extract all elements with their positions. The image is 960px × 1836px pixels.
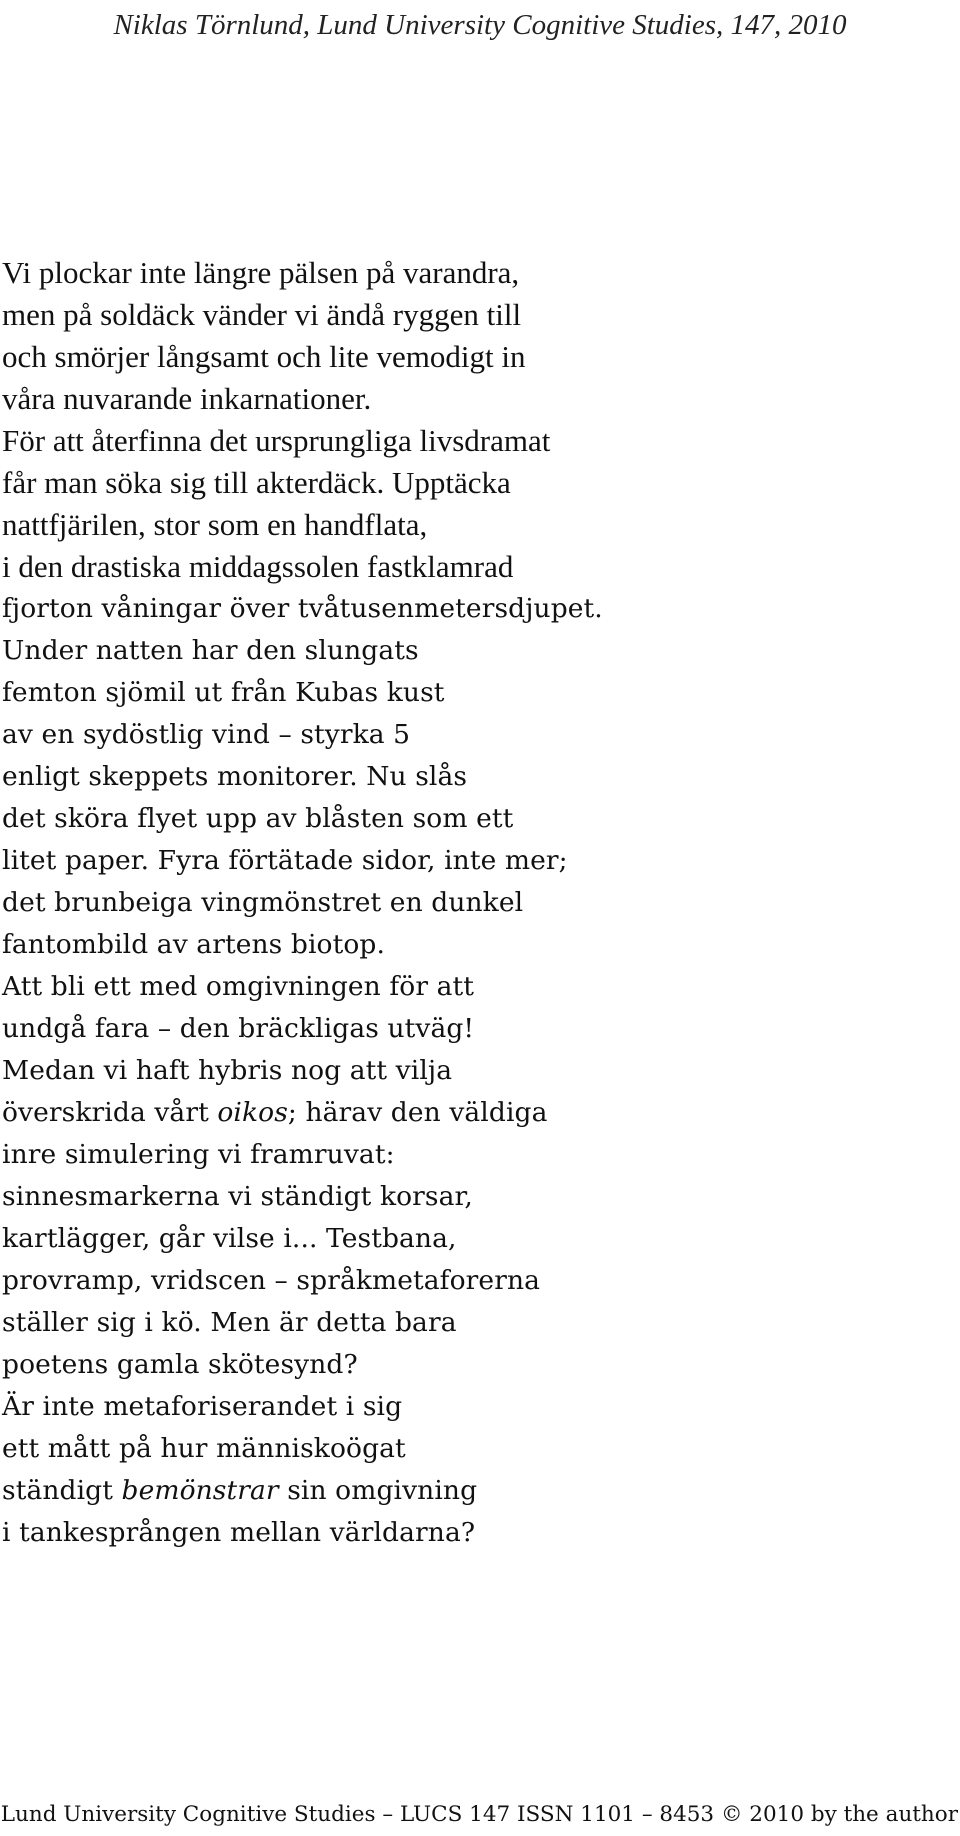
poem-line-segment: och smörjer långsamt och lite vemodigt in <box>2 339 526 374</box>
poem-line-segment: ständigt <box>2 1475 122 1506</box>
poem-line <box>2 336 952 378</box>
poem-line <box>2 1008 952 1050</box>
poem-line-segment: Under natten har den slungats <box>2 635 419 666</box>
poem-line <box>2 966 952 1008</box>
poem-line <box>2 378 952 420</box>
poem-line <box>2 420 952 462</box>
poem-line-segment: kartlägger, går vilse i... Testbana, <box>2 1223 457 1254</box>
poem-line-segment: enligt skeppets monitorer. Nu slås <box>2 761 468 792</box>
poem-line <box>2 1134 952 1176</box>
poem-line <box>2 840 952 882</box>
poem-line <box>2 1176 952 1218</box>
poem <box>2 252 952 1554</box>
poem-line-segment: provramp, vridscen – språkmetaforerna <box>2 1265 541 1296</box>
poem-line-segment: av en sydöstlig vind – styrka 5 <box>2 719 411 750</box>
poem-line-segment: fjorton våningar över tvåtusenmetersdjupet. <box>2 593 603 624</box>
poem-line-segment: femton sjömil ut från Kubas kust <box>2 677 445 708</box>
poem-line-segment: fantombild av artens biotop. <box>2 929 385 960</box>
poem-line <box>2 1260 952 1302</box>
poem-line-segment: litet paper. Fyra förtätade sidor, inte mer; <box>2 845 568 876</box>
poem-line <box>2 756 952 798</box>
poem-line-segment: Är inte metaforiserandet i sig <box>2 1391 403 1422</box>
poem-line <box>2 1386 952 1428</box>
poem-line-segment: våra nuvarande inkarnationer. <box>2 381 372 416</box>
poem-line <box>2 672 952 714</box>
poem-line <box>2 1428 952 1470</box>
poem-line-italic-segment: bemönstrar <box>121 1475 279 1506</box>
poem-line-segment: Vi plockar inte längre pälsen på varandra, <box>2 255 520 290</box>
poem-line-segment: ställer sig i kö. Men är detta bara <box>2 1307 457 1338</box>
poem-line <box>2 1092 952 1134</box>
poem-line-segment: sinnesmarkerna vi ständigt korsar, <box>2 1181 473 1212</box>
poem-line-segment: får man söka sig till akterdäck. Upptäcka <box>2 465 511 500</box>
poem-line-segment: poetens gamla skötesynd? <box>2 1349 358 1380</box>
poem-line <box>2 1344 952 1386</box>
poem-line <box>2 294 952 336</box>
poem-line <box>2 462 952 504</box>
poem-line-segment: det brunbeiga vingmönstret en dunkel <box>2 887 524 918</box>
poem-line <box>2 252 952 294</box>
poem-line <box>2 924 952 966</box>
poem-line-segment: För att återfinna det ursprungliga livsdramat <box>2 423 551 458</box>
poem-line <box>2 1218 952 1260</box>
poem-line <box>2 1512 952 1554</box>
poem-line-segment: Att bli ett med omgivningen för att <box>2 971 475 1002</box>
poem-line <box>2 714 952 756</box>
poem-line-segment: men på soldäck vänder vi ändå ryggen till <box>2 297 522 332</box>
poem-line-segment: i tankesprången mellan världarna? <box>2 1517 476 1548</box>
footer-publication-note <box>0 1802 960 1828</box>
poem-line-segment: sin omgivning <box>278 1475 478 1506</box>
poem-line <box>2 1302 952 1344</box>
poem-line <box>2 588 952 630</box>
poem-line <box>2 1470 952 1512</box>
poem-line <box>2 798 952 840</box>
poem-line-segment: ett mått på hur människoögat <box>2 1433 406 1464</box>
poem-line <box>2 546 952 588</box>
poem-line-italic-segment: oikos <box>217 1097 288 1128</box>
footer-text: Lund University Cognitive Studies – LUCS 147 ISSN 1101 – 8453 © 2010 by the author <box>0 1802 958 1827</box>
poem-line-segment: inre simulering vi framruvat: <box>2 1139 395 1170</box>
poem-line-segment: Medan vi haft hybris nog att vilja <box>2 1055 453 1086</box>
poem-line-segment: det sköra flyet upp av blåsten som ett <box>2 803 514 834</box>
poem-line <box>2 504 952 546</box>
running-header: Niklas Törnlund, Lund University Cognitive Studies, 147, 2010 <box>113 9 847 41</box>
poem-line-segment: överskrida vårt <box>2 1097 218 1128</box>
poem-line <box>2 1050 952 1092</box>
poem-line <box>2 882 952 924</box>
poem-line-segment: i den drastiska middagssolen fastklamrad <box>2 549 514 584</box>
poem-line-segment: ; härav den väldiga <box>287 1097 548 1128</box>
poem-line-segment: undgå fara – den bräckligas utväg! <box>2 1013 475 1044</box>
poem-line-segment: nattfjärilen, stor som en handflata, <box>2 507 428 542</box>
poem-line <box>2 630 952 672</box>
